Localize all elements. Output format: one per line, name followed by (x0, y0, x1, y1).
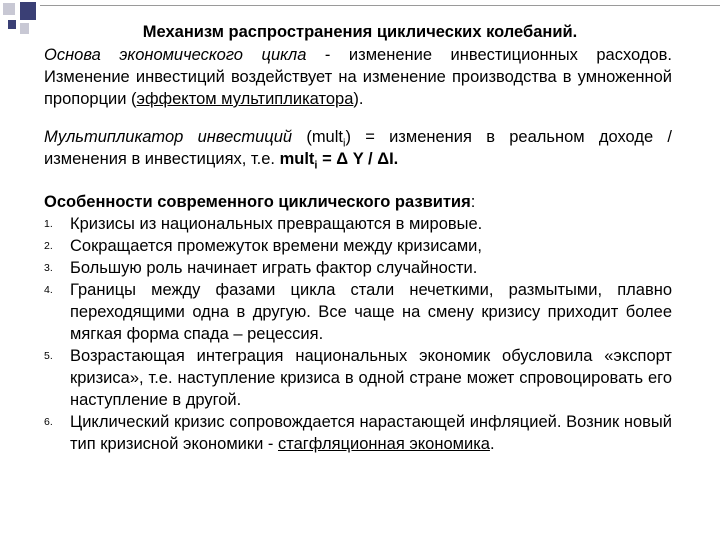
slide-title: Механизм распространения циклических колебаний. (142, 23, 578, 41)
list-item: 4. Границы между фазами цикла стали нечеткими, размытыми, плавно переходящими одна в другую. Все чаще на смену кризису приходит более мягкая форма спада – рецессия. (44, 281, 672, 343)
features-list (44, 213, 672, 455)
deco-square-dark (20, 2, 36, 20)
multiplier-effect-link[interactable]: эффектом мультипликатора (136, 90, 354, 108)
investment-multiplier-paragraph: Мультипликатор инвестиций (mult$_i$) = изменения в реальном доходе / изменения в инвестициях, т.е. mult$_i$ = Δ Y / ΔI. (44, 128, 672, 172)
stagflation-economy-link[interactable]: стагфляционная экономика (277, 435, 490, 453)
multiplier-lead: Мультипликатор инвестиций (44, 128, 293, 146)
section-heading: Особенности современного циклического развития: (44, 193, 476, 211)
delta-symbol: Δ (377, 150, 390, 168)
list-item: 3. Большую роль начинает играть фактор случайности. (44, 259, 478, 277)
slide-body (44, 44, 672, 455)
economic-cycle-paragraph: Основа экономического цикла - изменение инвестиционных расходов. Изменение инвестиций воздействует на изменение производства в умноженной пропорции (эффектом мультипликатора). (44, 46, 672, 108)
list-item: 5. Возрастающая интеграция национальных экономик обусловила «экспорт кризиса», т.е. наступление кризиса в одной стране может спровоцировать его наступление в другой. (44, 347, 672, 409)
list-item: 2. Сокращается промежуток времени между кризисами, (44, 237, 482, 255)
delta-symbol: Δ (336, 150, 349, 168)
multiplier-formula: mult$_i$ = Δ Y / ΔI. (279, 150, 399, 172)
list-item: 6. Циклический кризис сопровождается нарастающей инфляцией. Возник новый тип кризисной экономики - стагфляционная экономика. (44, 413, 672, 453)
list-item: 1. Кризисы из национальных превращаются в мировые. (44, 215, 483, 233)
top-rule (40, 5, 720, 6)
deco-square-light (3, 3, 15, 15)
cycle-basis-lead: Основа экономического цикла (44, 46, 307, 64)
